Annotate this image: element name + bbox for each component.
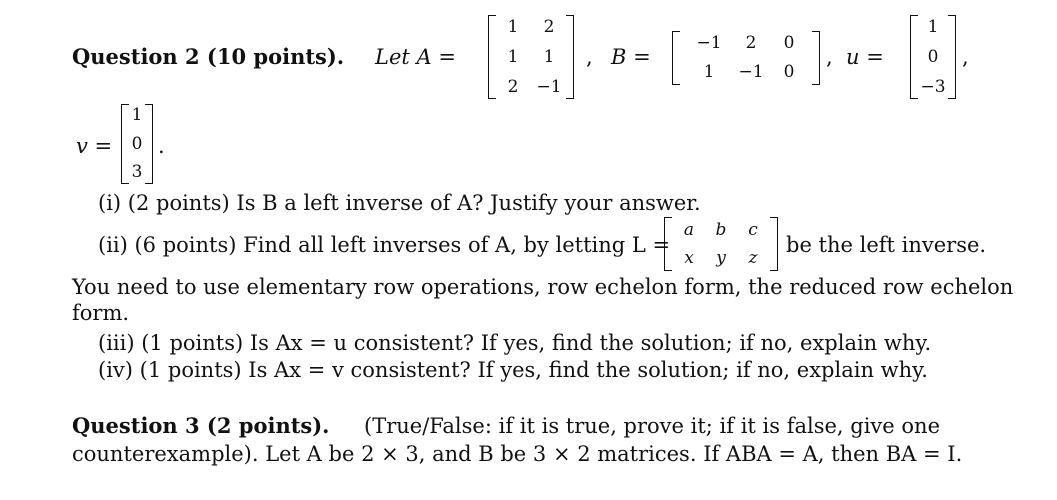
part-i: (i) (2 points) Is B a left inverse of A? Justify your answer. xyxy=(98,191,701,215)
matrix-cell: 0 xyxy=(927,47,939,67)
part-ii-text: (ii) (6 points) Find all left inverses of A, by letting L = xyxy=(98,233,671,257)
matrix-cell: 2 xyxy=(507,77,519,97)
q3-heading: Question 3 (2 points). xyxy=(72,413,330,438)
v-label: v = xyxy=(76,134,113,158)
matrix-cell: 2 xyxy=(543,17,555,37)
matrix-cell: a xyxy=(683,220,695,240)
comma: , xyxy=(962,45,969,69)
part-iii: (iii) (1 points) Is Ax = u consistent? If yes, find the solution; if no, explain why. xyxy=(98,331,932,355)
matrix-cell: 1 xyxy=(543,47,555,67)
matrix-cell: 1 xyxy=(131,105,143,125)
matrix-B xyxy=(672,31,820,85)
q3-line1: (True/False: if it is true, prove it; if it is false, give one xyxy=(364,414,940,438)
matrix-cell: x xyxy=(684,248,694,268)
matrix-cell: 1 xyxy=(927,17,939,37)
matrix-cell: 2 xyxy=(745,33,757,53)
matrix-cell: −1 xyxy=(738,62,764,82)
vector-v xyxy=(121,104,153,184)
matrix-L xyxy=(664,217,778,271)
instructions-line1: You need to use elementary row operations, row echelon form, the reduced row echelon xyxy=(72,275,1014,299)
matrix-cell: 3 xyxy=(131,162,143,182)
matrix-cell: −1 xyxy=(696,33,722,53)
matrix-cell: 0 xyxy=(783,62,795,82)
matrix-cell: b xyxy=(715,220,727,240)
matrix-cell: 1 xyxy=(703,62,715,82)
part-ii-suffix: be the left inverse. xyxy=(786,233,987,257)
B-label: B = xyxy=(611,45,651,69)
matrix-cell: 1 xyxy=(507,47,519,67)
matrix-cell: 1 xyxy=(507,17,519,37)
matrix-cell: −3 xyxy=(920,77,946,97)
comma: , xyxy=(586,45,593,69)
period: . xyxy=(158,134,165,158)
matrix-cell: 0 xyxy=(783,33,795,53)
matrix-cell: c xyxy=(748,220,758,240)
part-iv: (iv) (1 points) Is Ax = v consistent? If yes, find the solution; if no, explain why. xyxy=(98,358,928,382)
let-A-label: Let A = xyxy=(375,45,456,69)
q2-heading: Question 2 (10 points). xyxy=(72,44,345,69)
matrix-cell: z xyxy=(748,248,758,268)
q3-line2: counterexample). Let A be 2 × 3, and B be 3 × 2 matrices. If ABA = A, then BA = I. xyxy=(72,442,963,466)
matrix-cell: 0 xyxy=(131,134,143,154)
vector-u xyxy=(910,15,956,99)
matrix-cell: y xyxy=(716,248,726,268)
instructions-line2: form. xyxy=(72,301,130,325)
matrix-cell: −1 xyxy=(536,77,562,97)
u-label: u = xyxy=(846,45,884,69)
matrix-A xyxy=(488,15,574,99)
comma: , xyxy=(826,45,833,69)
